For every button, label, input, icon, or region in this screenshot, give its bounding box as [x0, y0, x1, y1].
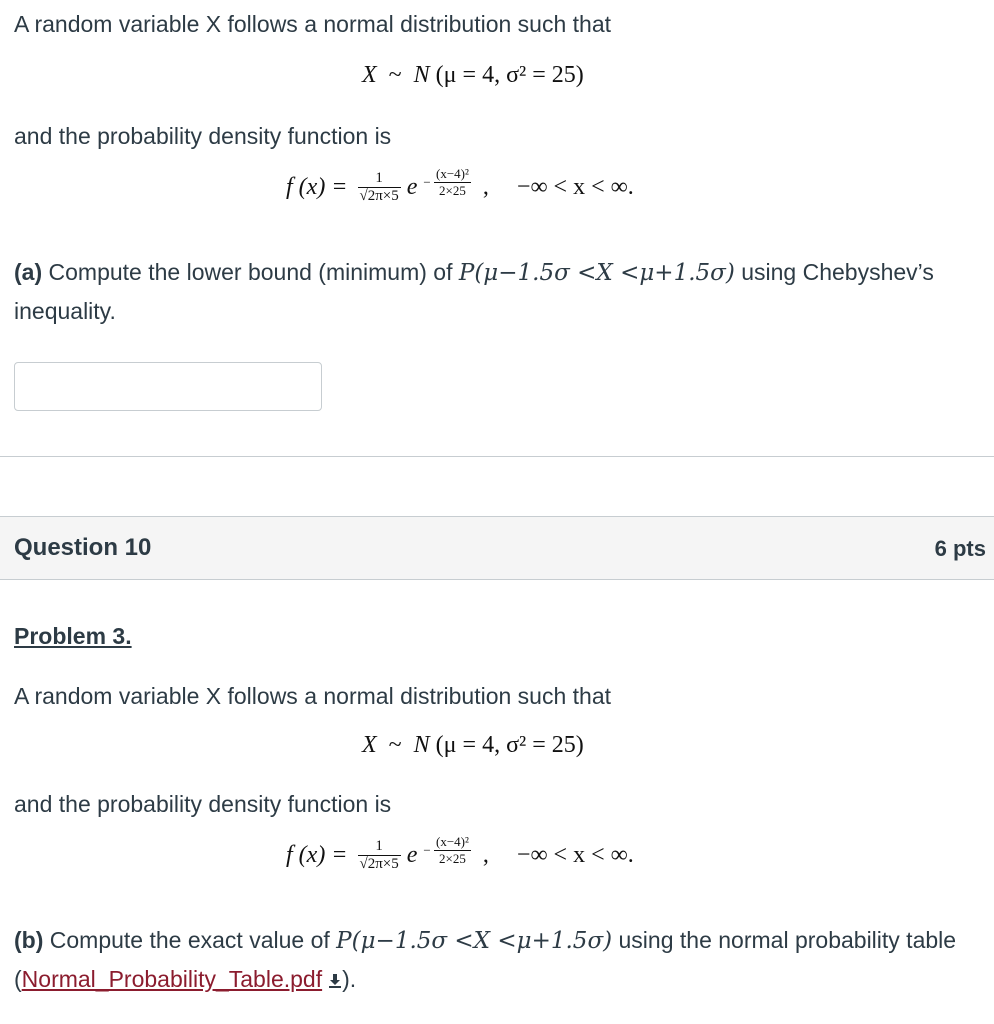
intro-text-a: A random variable X follows a normal distribution such that: [14, 11, 612, 37]
distribution-formula-a: X ~ N (μ = 4, σ² = 25): [362, 62, 584, 88]
pdf-exponent-a: − $\frac{\text{(x−4)²}}{2\times 25}$: [423, 166, 469, 198]
pdf-exponent-b: − $\frac{\text{(x−4)²}}{2\times 25}$: [423, 834, 469, 866]
pdf-formula-a: f (x) = $\frac{1}{√2\pi\times 5}$ e − $\frac{\text{(x−4)²}}{2\times 25}$ , −∞ < x < ∞.: [286, 166, 634, 204]
question-header: [0, 516, 994, 580]
pdf-formula-b: f (x) = $\frac{1}{√2\pi\times 5}$ e − $\frac{\text{(x−4)²}}{2\times 25}$ , −∞ < x < ∞.: [286, 834, 634, 872]
question-title: Question 10: [14, 534, 152, 561]
pdf-intro-text-a: and the probability density function is: [14, 123, 392, 149]
answer-input-a[interactable]: [14, 362, 322, 411]
normal-table-link[interactable]: Normal_Probability_Table.pdf: [21, 966, 323, 992]
pdf-coefficient-a: $\frac{1}{√2\pi\times 5}$: [359, 170, 399, 204]
download-icon[interactable]: [328, 962, 342, 978]
question-text-b: (b) Compute the exact value of P(μ−1.5σ <X <μ+1.5σ) using the normal probability table (Normal_Probability_Table.pdf ).: [14, 927, 957, 992]
distribution-formula-b: X ~ N (μ = 4, σ² = 25): [362, 732, 584, 758]
problem-title: Problem 3.: [14, 623, 132, 649]
intro-text-b: A random variable X follows a normal distribution such that: [14, 683, 612, 709]
question-points: 6 pts: [934, 536, 986, 561]
pdf-intro-text-b: and the probability density function is: [14, 791, 392, 817]
section-divider: [0, 456, 994, 457]
pdf-coefficient-b: $\frac{1}{√2\pi\times 5}$: [359, 838, 399, 872]
question-text-a: (a) Compute the lower bound (minimum) of P(μ−1.5σ <X <μ+1.5σ) using Chebyshev’s inequality.: [14, 259, 934, 324]
